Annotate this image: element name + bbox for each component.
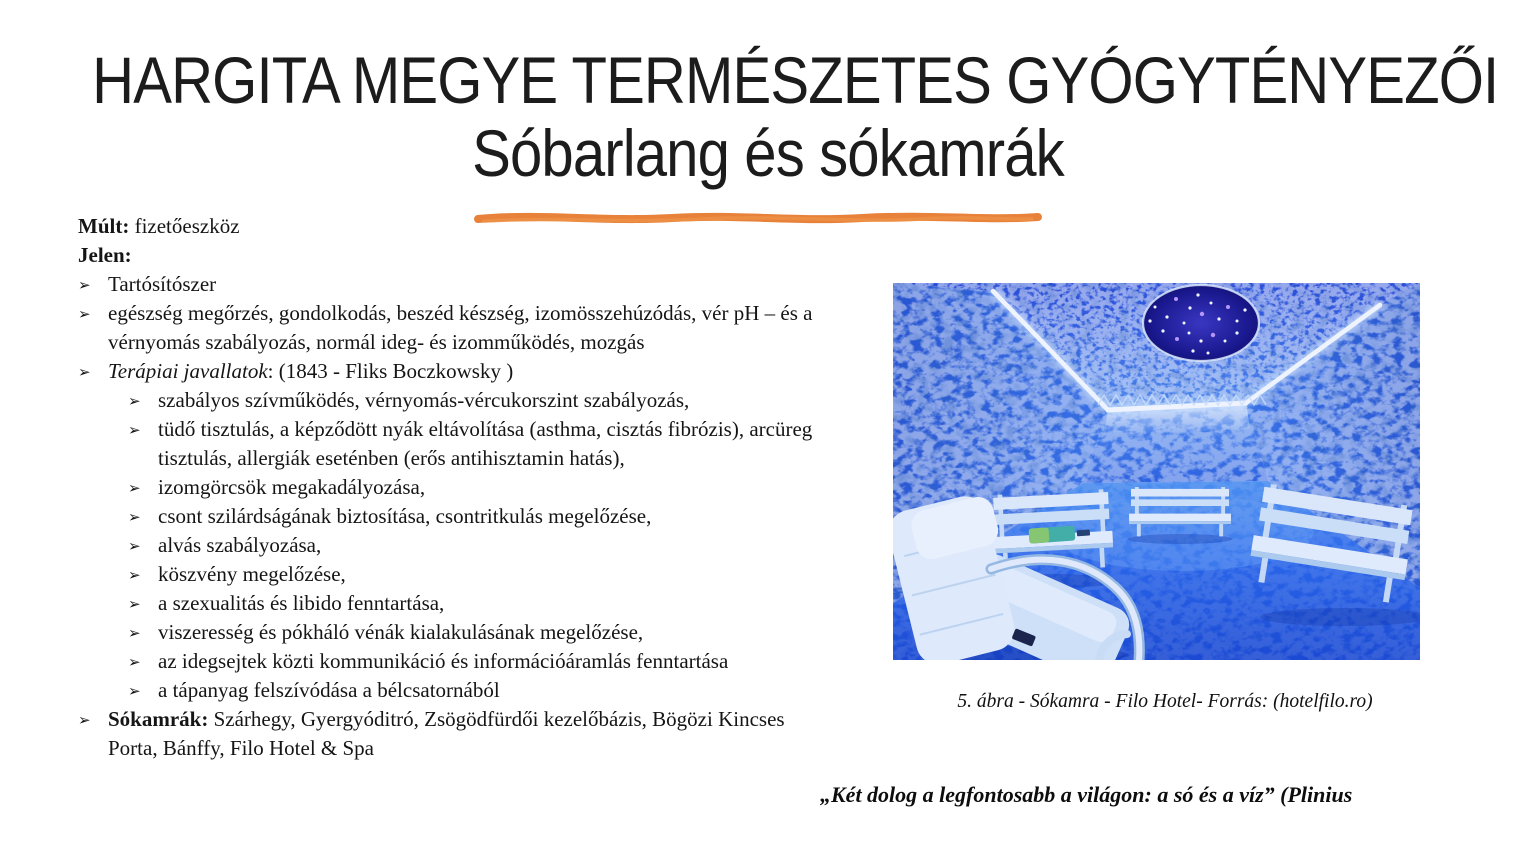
sokamrak-value: Szárhegy, Gyergyóditró, Zsögödfürdői kezelőbázis, Bögözi Kincses Porta, Bánffy, Filo Hotel & Spa [108,707,785,760]
past-label: Múlt: [78,214,130,238]
list-item [128,589,826,618]
list-item-sokamrak [78,705,826,763]
list-item [128,618,826,647]
arrow-bullet-icon: ➢ [78,363,91,381]
list-item [128,531,826,560]
blue-tint-overlay [893,283,1420,660]
list-item [128,386,826,415]
arrow-bullet-icon: ➢ [128,624,141,642]
list-item-text: tüdő tisztulás, a képződött nyák eltávolítása (asthma, cisztás fibrózis), arcüreg tisztulás, allergiák eseténben (erős antihisztamin hatás), [158,417,813,470]
list-item-text [108,705,826,763]
list-item [78,299,826,357]
arrow-bullet-icon: ➢ [128,566,141,584]
list-item [78,270,826,299]
list-item [128,647,826,676]
quote-text: „Két dolog a legfontosabb a világon: a só és a víz” (Plinius [820,782,1353,807]
list-item-text: köszvény megelőzése, [158,562,346,586]
figure-caption: 5. ábra - Sókamra - Filo Hotel- Forrás: (hotelfilo.ro) [957,691,1373,712]
list-item [128,502,826,531]
slide-title [92,43,1499,190]
body-text [78,212,826,763]
present-label: Jelen: [78,243,132,267]
bullet-list-level1 [78,270,826,386]
arrow-bullet-icon: ➢ [78,305,91,323]
arrow-bullet-icon: ➢ [78,276,91,294]
list-item-text: egészség megőrzés, gondolkodás, beszéd készség, izomösszehúzódás, vér pH – és a vérnyomás szabályozás, normál ideg- és izomműködés, mozgás [108,301,813,354]
salt-chamber-photo [893,283,1420,660]
list-item [128,473,826,502]
list-item-text: csont szilárdságának biztosítása, csontritkulás megelőzése, [158,504,652,528]
sokamrak-label: Sókamrák: [108,707,209,731]
list-item-text: az idegsejtek közti kommunikáció és információáramlás fenntartása [158,649,729,673]
arrow-bullet-icon: ➢ [128,421,141,439]
list-item-text [108,357,826,386]
arrow-bullet-icon: ➢ [128,508,141,526]
arrow-bullet-icon: ➢ [128,653,141,671]
list-item-text: izomgörcsök megakadályozása, [158,475,426,499]
list-item-text: Tartósítószer [108,272,217,296]
title-line-2: Sóbarlang és sókamrák [472,116,1064,190]
bullet-list-level2 [78,386,826,705]
list-item-terapia [78,357,826,386]
arrow-bullet-icon: ➢ [128,537,141,555]
list-item-text: viszeresség és pókháló vénák kialakulásának megelőzése, [158,620,644,644]
list-item [128,676,826,705]
arrow-bullet-icon: ➢ [128,595,141,613]
list-item [128,415,826,473]
past-line [78,212,826,241]
past-value: fizetőeszköz [134,214,240,238]
title-line-1: HARGITA MEGYE TERMÉSZETES GYÓGYTÉNYEZŐI [92,43,1499,117]
terapia-italic: Terápiai javallatok [108,359,268,383]
arrow-bullet-icon: ➢ [128,682,141,700]
present-line [78,241,826,270]
list-item [128,560,826,589]
list-item-text: a szexualitás és libido fenntartása, [158,591,445,615]
list-item-text: alvás szabályozása, [158,533,322,557]
terapia-rest: : (1843 - Fliks Boczkowsky ) [267,359,514,383]
arrow-bullet-icon: ➢ [128,479,141,497]
list-item-text: a tápanyag felszívódása a bélcsatornából [158,678,500,702]
arrow-bullet-icon: ➢ [128,392,141,410]
bullet-list-level1-bottom [78,705,826,763]
list-item-text: szabályos szívműködés, vérnyomás-vércukorszint szabályozás, [158,388,690,412]
arrow-bullet-icon: ➢ [78,711,91,729]
